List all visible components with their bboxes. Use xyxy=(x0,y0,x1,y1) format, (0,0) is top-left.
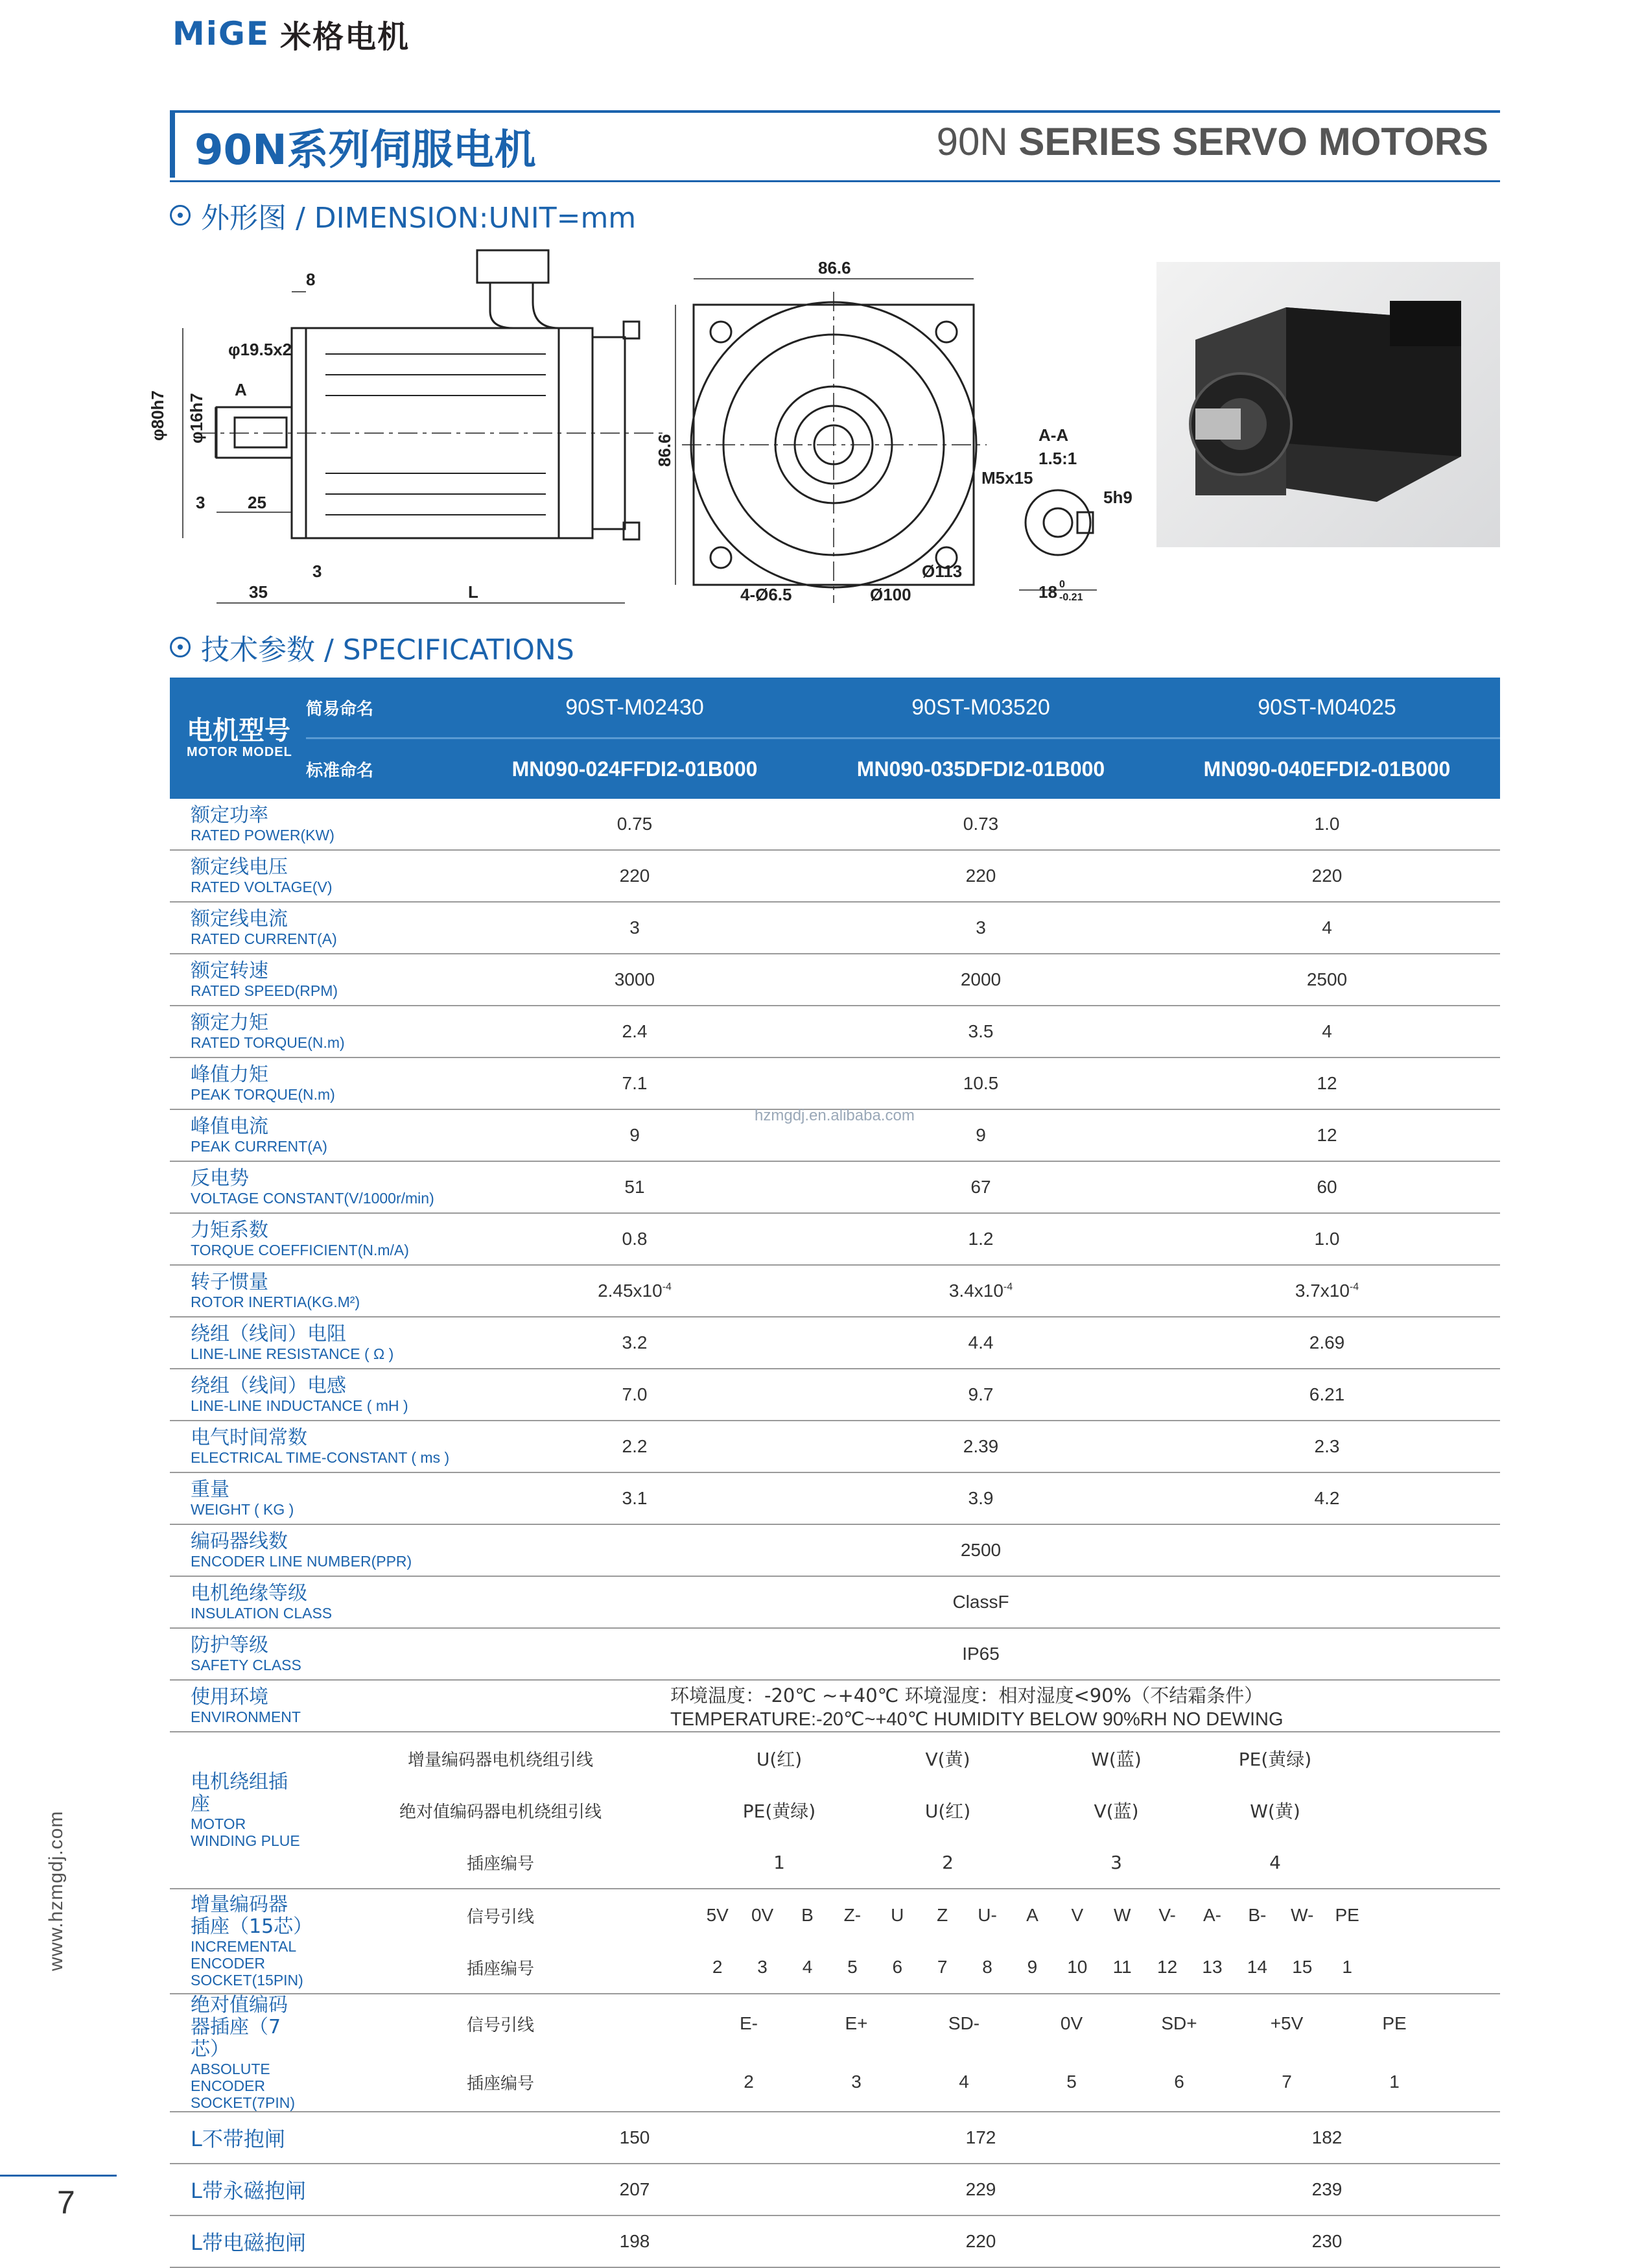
param-label-cn: 额定线电压 xyxy=(191,856,288,879)
param-value: 3000 xyxy=(462,954,808,1006)
dim-front-2: 86.6 xyxy=(655,434,674,467)
section-bullet-icon xyxy=(170,205,191,226)
inc-encoder-cell: U- xyxy=(978,1905,997,1925)
dim-side-7: 25 xyxy=(248,493,266,512)
param-value: 4 xyxy=(1154,902,1500,954)
header-row-short xyxy=(170,678,1500,738)
inc-encoder-cell: 5V xyxy=(706,1905,729,1925)
inc-encoder-cell: V xyxy=(1071,1905,1084,1925)
abs-encoder-cell: SD- xyxy=(948,2013,980,2033)
inc-encoder-cell: 11 xyxy=(1112,1957,1132,1977)
section-dimension xyxy=(170,195,636,236)
inc-encoder-cell: Z- xyxy=(843,1905,862,1925)
abs-encoder-label-cn: 绝对值编码器插座（7芯） xyxy=(191,1994,288,2061)
brand-logo xyxy=(172,14,410,53)
length-value: 229 xyxy=(808,2164,1154,2215)
motor-model-en: MOTOR MODEL xyxy=(187,745,292,759)
abs-encoder-cell: SD+ xyxy=(1161,2013,1197,2033)
dim-front-1: 86.6 xyxy=(818,258,851,278)
section-dimension-label: 外形图 / DIMENSION:UNIT=mm xyxy=(201,202,637,235)
param-value: 67 xyxy=(808,1161,1154,1213)
param-label-cn: 额定转速 xyxy=(191,960,268,982)
param-value: 60 xyxy=(1154,1161,1500,1213)
param-value: 0.75 xyxy=(462,799,808,850)
winding-cell: V(蓝) xyxy=(1094,1801,1139,1822)
param-value: 2500 xyxy=(1154,954,1500,1006)
inc-encoder-row xyxy=(170,1889,1500,1941)
param-row xyxy=(170,1317,1500,1369)
param-value: 220 xyxy=(808,850,1154,902)
length-value: 239 xyxy=(1154,2164,1500,2215)
page-title-en: 90N SERIES SERVO MOTORS xyxy=(936,120,1488,163)
param-value: 4.2 xyxy=(1154,1472,1500,1524)
environment-cn: 环境温度：-20℃ ~+40℃ 环境湿度：相对湿度<90%（不结霜条件） xyxy=(670,1684,1263,1707)
param-label-en: RATED VOLTAGE(V) xyxy=(191,879,333,895)
param-label-cn: 额定功率 xyxy=(191,804,268,827)
param-value: 1.0 xyxy=(1154,1213,1500,1265)
dim-side-9: 3 xyxy=(312,561,322,581)
param-value: $3.4x10^{-4}$ xyxy=(808,1265,1154,1317)
winding-cell: V(黄) xyxy=(925,1749,970,1770)
std-name-label: 标准命名 xyxy=(306,738,462,799)
abs-encoder-row xyxy=(170,1994,1500,2053)
motor-photo xyxy=(1156,262,1500,547)
short-name-3: 90ST-M04025 xyxy=(1154,678,1500,738)
param-value: 2.39 xyxy=(808,1421,1154,1472)
section-k: 5h9 xyxy=(1103,488,1132,507)
param-row xyxy=(170,1213,1500,1265)
param-row xyxy=(170,850,1500,902)
inc-encoder-cell: 4 xyxy=(802,1957,813,1977)
length-label: L不带抱闸 xyxy=(191,2127,285,2151)
inc-encoder-cell: A- xyxy=(1203,1905,1221,1925)
param-value: 3.2 xyxy=(462,1317,808,1369)
param-label-en: VOLTAGE CONSTANT(V/1000r/min) xyxy=(191,1190,434,1207)
dim-side-10: L xyxy=(468,582,478,602)
section-specs-label: 技术参数 / SPECIFICATIONS xyxy=(201,633,574,667)
inc-encoder-label-en2: SOCKET(15PIN) xyxy=(191,1972,303,1989)
winding-cell: U(红) xyxy=(924,1801,971,1822)
abs-encoder-cell: 1 xyxy=(1389,2072,1400,2092)
param-value: 2000 xyxy=(808,954,1154,1006)
section-title: A-A xyxy=(1038,425,1069,445)
inc-encoder-cell: 6 xyxy=(892,1957,903,1977)
length-value: 230 xyxy=(1154,2215,1500,2267)
param-label-cn: 绕组（线间）电感 xyxy=(191,1375,346,1397)
dim-side-6: 3 xyxy=(196,493,205,512)
param-label-cn: 电气时间常数 xyxy=(191,1426,307,1449)
param-row-single xyxy=(170,1576,1500,1628)
section-wtol-top: 0 xyxy=(1059,579,1065,590)
param-row xyxy=(170,1265,1500,1317)
dim-side-8: 35 xyxy=(249,582,268,602)
param-value: 3 xyxy=(808,902,1154,954)
page-number: 7 xyxy=(57,2184,75,2221)
param-label-cn: 额定线电流 xyxy=(191,908,288,930)
param-row xyxy=(170,954,1500,1006)
param-value: 6.21 xyxy=(1154,1369,1500,1421)
param-value: 1.0 xyxy=(1154,799,1500,850)
param-label-cn: 重量 xyxy=(191,1478,229,1501)
dim-front-3: 4-Ø6.5 xyxy=(740,585,792,604)
param-value: 220 xyxy=(462,850,808,902)
length-value: 198 xyxy=(462,2215,808,2267)
param-label-cn: 使用环境 xyxy=(191,1686,268,1708)
length-label: L带电磁抱闸 xyxy=(191,2230,306,2255)
inc-encoder-cell: Z xyxy=(937,1905,948,1925)
param-label-cn: 绕组（线间）电阻 xyxy=(191,1323,346,1345)
param-label-en: PEAK CURRENT(A) xyxy=(191,1138,327,1155)
param-value: 1.2 xyxy=(808,1213,1154,1265)
param-value: $3.7x10^{-4}$ xyxy=(1154,1265,1500,1317)
inc-encoder-cell: 3 xyxy=(757,1957,768,1977)
abs-encoder-cell: 5 xyxy=(1066,2072,1077,2092)
length-value: 150 xyxy=(462,2112,808,2164)
inc-encoder-cell: PE xyxy=(1335,1905,1359,1925)
param-label-en: RATED SPEED(RPM) xyxy=(191,982,338,999)
param-row-single xyxy=(170,1628,1500,1680)
param-label-en: ENCODER LINE NUMBER(PPR) xyxy=(191,1553,412,1570)
page-number-rule xyxy=(0,2175,117,2177)
abs-encoder-row xyxy=(170,2053,1500,2112)
section-scale: 1.5:1 xyxy=(1038,449,1077,468)
logo-en: MiGE xyxy=(172,15,270,53)
param-value: 7.1 xyxy=(462,1057,808,1109)
param-value: 4.4 xyxy=(808,1317,1154,1369)
winding-row xyxy=(170,1836,1500,1889)
side-url: www.hzmgdj.com xyxy=(45,1810,67,1971)
winding-cell: PE(黄绿) xyxy=(1238,1749,1312,1770)
param-row xyxy=(170,902,1500,954)
inc-encoder-cell: 7 xyxy=(937,1957,948,1977)
title-accent-bar xyxy=(170,113,175,178)
winding-row xyxy=(170,1784,1500,1836)
inc-encoder-cell: 12 xyxy=(1157,1957,1178,1977)
abs-encoder-cell: E- xyxy=(740,2013,758,2033)
param-label-cn: 编码器线数 xyxy=(191,1530,288,1553)
param-row xyxy=(170,1369,1500,1421)
short-name-1: 90ST-M02430 xyxy=(462,678,808,738)
winding-cell: 3 xyxy=(1110,1851,1122,1873)
inc-encoder-cell: 8 xyxy=(982,1957,992,1977)
title-bottom-rule xyxy=(170,180,1500,182)
param-value: 12 xyxy=(1154,1057,1500,1109)
section-wtol-bot: -0.21 xyxy=(1059,592,1083,603)
param-label-en: ROTOR INERTIA(KG.M²) xyxy=(191,1293,360,1310)
param-row xyxy=(170,1057,1500,1109)
inc-encoder-row xyxy=(170,1941,1500,1994)
param-value: 7.0 xyxy=(462,1369,808,1421)
inc-encoder-cell: W xyxy=(1113,1905,1131,1925)
std-name-3: MN090-040EFDI2-01B000 xyxy=(1154,738,1500,799)
length-value: 207 xyxy=(462,2164,808,2215)
inc-encoder-cell: 0V xyxy=(751,1905,774,1925)
param-value: 4 xyxy=(1154,1006,1500,1057)
dim-side-2: φ19.5x2 xyxy=(228,340,292,359)
exponent: -4 xyxy=(662,1281,672,1293)
dim-side-1: 8 xyxy=(306,270,316,289)
section-m: M5x15 xyxy=(981,468,1033,488)
logo-cn: 米格电机 xyxy=(280,18,410,55)
inc-encoder-cell: B xyxy=(801,1905,814,1925)
length-value: 172 xyxy=(808,2112,1154,2164)
param-label-cn: 反电势 xyxy=(191,1167,249,1190)
winding-sub-label: 绝对值编码器电机绕组引线 xyxy=(399,1802,602,1822)
exponent: -4 xyxy=(1003,1281,1013,1293)
param-label-cn: 力矩系数 xyxy=(191,1219,268,1242)
inc-encoder-sub-label: 插座编号 xyxy=(466,1959,534,1979)
short-name-2: 90ST-M03520 xyxy=(808,678,1154,738)
param-label-en: WEIGHT ( KG ) xyxy=(191,1501,294,1518)
abs-encoder-label-en: ABSOLUTE ENCODER SOCKET(7PIN) xyxy=(191,2061,296,2111)
abs-encoder-cell: 6 xyxy=(1174,2072,1184,2092)
param-value: 3.1 xyxy=(462,1472,808,1524)
inc-encoder-sub-label: 信号引线 xyxy=(466,1907,534,1927)
abs-encoder-cell: E+ xyxy=(845,2013,868,2033)
winding-row xyxy=(170,1732,1500,1784)
inc-encoder-label-cn: 增量编码器插座（15芯） xyxy=(191,1893,313,1938)
abs-encoder-cell: 2 xyxy=(744,2072,754,2092)
abs-encoder-cell: 4 xyxy=(959,2072,969,2092)
title-top-rule xyxy=(170,110,1500,113)
length-value: 220 xyxy=(808,2215,1154,2267)
length-row xyxy=(170,2112,1500,2164)
param-value: 9 xyxy=(462,1109,808,1161)
param-row xyxy=(170,1472,1500,1524)
param-value: $2.45x10^{-4}$ xyxy=(462,1265,808,1317)
param-row xyxy=(170,1161,1500,1213)
section-bullet-icon xyxy=(170,637,191,657)
dim-front-5: Ø113 xyxy=(922,561,963,581)
inc-encoder-cell: 1 xyxy=(1342,1957,1352,1977)
abs-encoder-cell: 0V xyxy=(1060,2013,1083,2033)
param-value: 3.5 xyxy=(808,1006,1154,1057)
inc-encoder-cell: U xyxy=(891,1905,904,1925)
winding-sub-label: 插座编号 xyxy=(466,1854,534,1874)
param-label-en: LINE-LINE RESISTANCE ( Ω ) xyxy=(191,1345,394,1362)
abs-encoder-sub-label: 插座编号 xyxy=(466,2073,534,2094)
winding-sub-label: 增量编码器电机绕组引线 xyxy=(407,1750,593,1770)
param-value: 2500 xyxy=(462,1524,1500,1576)
abs-encoder-sub-label: 信号引线 xyxy=(466,2015,534,2035)
param-value: 3 xyxy=(462,902,808,954)
watermark: hzmgdj.en.alibaba.com xyxy=(755,1107,915,1124)
abs-encoder-cell: PE xyxy=(1382,2013,1407,2033)
param-label-en: RATED TORQUE(N.m) xyxy=(191,1034,345,1051)
dim-side-3: A xyxy=(235,380,247,399)
environment-en: TEMPERATURE:-20℃~+40℃ HUMIDITY BELOW 90%RH NO DEWING xyxy=(670,1709,1284,1730)
param-label-en: TORQUE COEFFICIENT(N.m/A) xyxy=(191,1242,409,1258)
winding-cell: 4 xyxy=(1269,1851,1281,1873)
param-value: 12 xyxy=(1154,1109,1500,1161)
inc-encoder-cell: 13 xyxy=(1202,1957,1223,1977)
motor-model-cn: 电机型号 xyxy=(187,716,290,746)
param-row xyxy=(170,799,1500,850)
param-label-en: ELECTRICAL TIME-CONSTANT ( ms ) xyxy=(191,1449,450,1466)
inc-encoder-cell: 15 xyxy=(1292,1957,1313,1977)
abs-encoder-cell: 7 xyxy=(1282,2072,1292,2092)
std-name-1: MN090-024FFDI2-01B000 xyxy=(462,738,808,799)
dim-side-5: φ16h7 xyxy=(187,393,206,443)
abs-encoder-cell: +5V xyxy=(1270,2013,1304,2033)
param-label-en: RATED POWER(KW) xyxy=(191,827,334,844)
winding-cell: W(蓝) xyxy=(1091,1749,1142,1770)
page-title-cn: 90N系列伺服电机 xyxy=(194,126,536,174)
dim-side-4: φ80h7 xyxy=(148,390,167,441)
winding-cell: 1 xyxy=(773,1851,785,1873)
param-label-cn: 峰值力矩 xyxy=(191,1063,268,1086)
param-row xyxy=(170,1006,1500,1057)
param-value: 0.73 xyxy=(808,799,1154,850)
winding-cell: PE(黄绿) xyxy=(742,1801,816,1822)
section-w: 18 xyxy=(1038,582,1057,602)
inc-encoder-cell: 14 xyxy=(1247,1957,1267,1977)
param-label-en: LINE-LINE INDUCTANCE ( mH ) xyxy=(191,1397,408,1414)
winding-cell: 2 xyxy=(942,1851,954,1873)
param-label-en: PEAK TORQUE(N.m) xyxy=(191,1086,335,1103)
inc-encoder-cell: 10 xyxy=(1067,1957,1088,1977)
param-value: 51 xyxy=(462,1161,808,1213)
param-label-en: SAFETY CLASS xyxy=(191,1657,301,1673)
length-label: L带永磁抱闸 xyxy=(191,2179,306,2203)
param-value: 220 xyxy=(1154,850,1500,902)
inc-encoder-cell: 9 xyxy=(1027,1957,1038,1977)
param-value: 9 xyxy=(808,1109,1154,1161)
param-label-en: INSULATION CLASS xyxy=(191,1605,333,1622)
inc-encoder-cell: 2 xyxy=(712,1957,723,1977)
param-label-en: RATED CURRENT(A) xyxy=(191,930,337,947)
param-label-cn: 额定力矩 xyxy=(191,1011,268,1034)
inc-encoder-cell: 5 xyxy=(847,1957,858,1977)
param-row-single xyxy=(170,1524,1500,1576)
param-label-en: ENVIRONMENT xyxy=(191,1708,301,1725)
param-label-cn: 转子惯量 xyxy=(191,1271,268,1293)
length-row xyxy=(170,2164,1500,2215)
param-label-cn: 电机绝缘等级 xyxy=(191,1582,307,1605)
section-specs xyxy=(170,626,574,668)
inc-encoder-label-en1: INCREMENTAL ENCODER xyxy=(191,1938,296,1972)
winding-label-en: MOTOR WINDING PLUE xyxy=(191,1815,300,1849)
header-row-std xyxy=(170,738,1500,799)
param-value: 2.3 xyxy=(1154,1421,1500,1472)
inc-encoder-cell: B- xyxy=(1248,1905,1267,1925)
inc-encoder-cell: W- xyxy=(1291,1905,1314,1925)
winding-label-cn: 电机绕组插座 xyxy=(191,1771,288,1815)
spec-table xyxy=(170,678,1500,2268)
param-label-cn: 峰值电流 xyxy=(191,1115,268,1138)
environment-row xyxy=(170,1680,1500,1732)
param-value: 2.2 xyxy=(462,1421,808,1472)
exponent: -4 xyxy=(1349,1281,1359,1293)
param-label-cn: 防护等级 xyxy=(191,1634,268,1657)
inc-encoder-cell: V- xyxy=(1158,1905,1176,1925)
param-row xyxy=(170,1421,1500,1472)
winding-cell: W(黄) xyxy=(1250,1801,1300,1822)
short-name-label: 简易命名 xyxy=(306,678,462,738)
std-name-2: MN090-035DFDI2-01B000 xyxy=(808,738,1154,799)
param-value: 10.5 xyxy=(808,1057,1154,1109)
param-value: 9.7 xyxy=(808,1369,1154,1421)
param-value: 3.9 xyxy=(808,1472,1154,1524)
abs-encoder-cell: 3 xyxy=(851,2072,862,2092)
dimension-drawing xyxy=(148,240,1142,616)
winding-cell: U(红) xyxy=(756,1749,803,1770)
inc-encoder-cell: A xyxy=(1026,1905,1038,1925)
param-value: 0.8 xyxy=(462,1213,808,1265)
param-value: 2.69 xyxy=(1154,1317,1500,1369)
length-row xyxy=(170,2215,1500,2267)
param-value: ClassF xyxy=(462,1576,1500,1628)
dim-front-4: Ø100 xyxy=(870,585,911,604)
param-value: 2.4 xyxy=(462,1006,808,1057)
length-value: 182 xyxy=(1154,2112,1500,2164)
param-value: IP65 xyxy=(462,1628,1500,1680)
